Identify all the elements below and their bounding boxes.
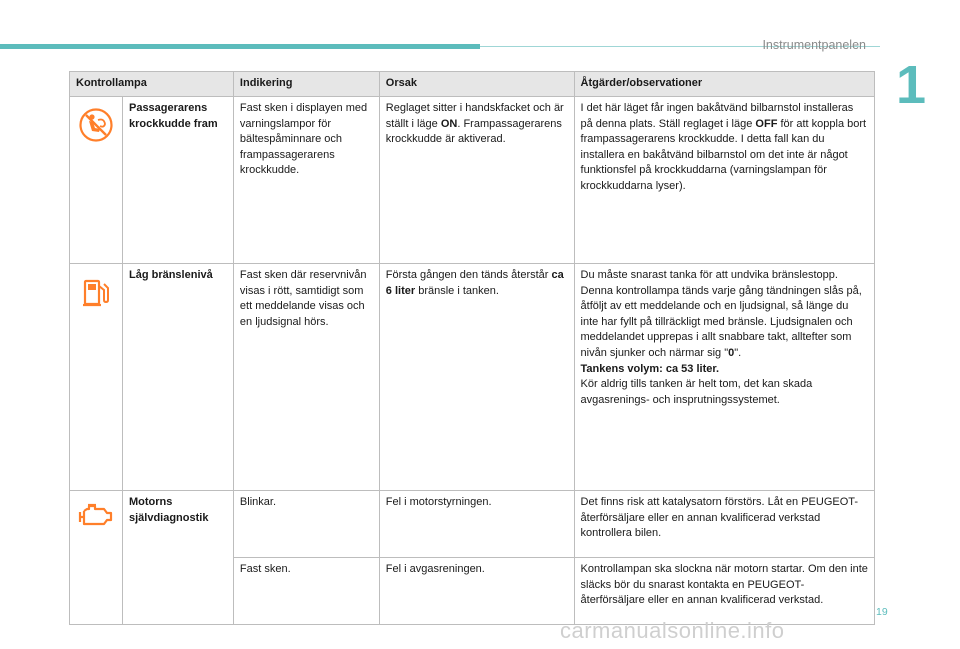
action-cell: Kontrollampan ska slockna när motorn startar. Om den inte släcks bör du snarast kontakta en PEUGEOT-återförsäljare eller en annan kvalificerad verkstad. xyxy=(574,558,874,625)
icon-cell xyxy=(70,264,123,491)
cause-text-post: bränsle i tanken. xyxy=(415,284,499,297)
fuel-pump-icon xyxy=(76,274,116,310)
airbag-off-icon xyxy=(76,107,116,143)
action-bold-zero: 0 xyxy=(728,346,735,359)
indication-cell: Blinkar. xyxy=(233,491,379,558)
action-text: I det här läget får ingen bakåtvänd bilbarnstol installeras på denna plats. Ställ reglaget i läge xyxy=(580,102,854,130)
lamp-label: Motorns självdiagnostik xyxy=(122,491,233,625)
cause-cell xyxy=(379,97,574,264)
cause-cell: Fel i motorstyrningen. xyxy=(379,491,574,558)
action-cell xyxy=(574,97,874,264)
indication-cell: Fast sken i displayen med varningslampor för bältespåminnare och frampassagerarens krockkudde. xyxy=(233,97,379,264)
header-indikering: Indikering xyxy=(233,72,379,97)
action-text-post: för att koppla bort frampassagerarens krockkudde. I detta fall kan du installera en bakåtvänd bilbarnstol om det inte är något funktionsfel på krockkuddarna (varningslampan för krockkuddarna lyser). xyxy=(580,117,867,192)
chapter-number: 1 xyxy=(896,55,927,115)
action-bold: OFF xyxy=(755,117,778,130)
warning-lamp-table xyxy=(69,71,875,625)
indication-cell: Fast sken där reservnivån visas i rött, samtidigt som ett meddelande visas och en ljudsignal hörs. xyxy=(233,264,379,491)
cause-text: Första gången den tänds återstår xyxy=(385,269,552,281)
cause-text-post: . Frampassagerarens krockkudde är aktiverad. xyxy=(385,117,562,146)
cause-cell: Fel i avgasreningen. xyxy=(379,558,574,625)
lamp-label: Passagerarens krockkudde fram xyxy=(122,97,233,264)
cause-bold: ca 6 liter xyxy=(385,269,564,297)
icon-cell xyxy=(70,97,123,264)
page-number: 19 xyxy=(876,606,888,618)
cause-cell xyxy=(379,264,574,491)
table-header-row xyxy=(70,72,875,97)
watermark: carmanualsonline.info xyxy=(560,618,785,643)
action-text: Du måste snarast tanka för att undvika bränslestopp. Denna kontrollampa tänds varje gång tändningen slås på, åtföljt av ett meddelande och en ljudsignal, så länge du inte har fyllt på tillräckligt med bränsle. Ljudsignalen och meddelandet upprepas i allt snabbare takt, alltefter som nivån sjunker och närmar sig " xyxy=(580,269,862,359)
indication-cell: Fast sken. xyxy=(233,558,379,625)
table-row xyxy=(70,97,875,264)
header-kontrollampa: Kontrollampa xyxy=(70,72,234,97)
icon-cell xyxy=(70,491,123,625)
engine-icon xyxy=(76,501,116,531)
action-cell: Det finns risk att katalysatorn förstörs. Låt en PEUGEOT-återförsäljare eller en annan kvalificerad verkstad kontrollera bilen. xyxy=(574,491,874,558)
tank-volume-note: Tankens volym: ca 53 liter. xyxy=(580,362,720,375)
header-orsak: Orsak xyxy=(379,72,574,97)
table-row xyxy=(70,264,875,491)
header-accent-bar xyxy=(0,44,480,49)
header-atgarder: Åtgärder/observationer xyxy=(574,72,874,97)
cause-text: Reglaget sitter i handskfacket och är ställt i läge xyxy=(385,102,564,130)
action-warning-text: Kör aldrig tills tanken är helt tom, det kan skada avgasrenings- och insprutningssystemet. xyxy=(580,378,813,406)
table-row xyxy=(70,491,875,558)
section-title: Instrumentpanelen xyxy=(762,38,866,52)
cause-bold: ON xyxy=(440,117,458,130)
lamp-label: Låg bränslenivå xyxy=(122,264,233,491)
action-cell xyxy=(574,264,874,491)
action-text-post: ". xyxy=(734,346,742,359)
